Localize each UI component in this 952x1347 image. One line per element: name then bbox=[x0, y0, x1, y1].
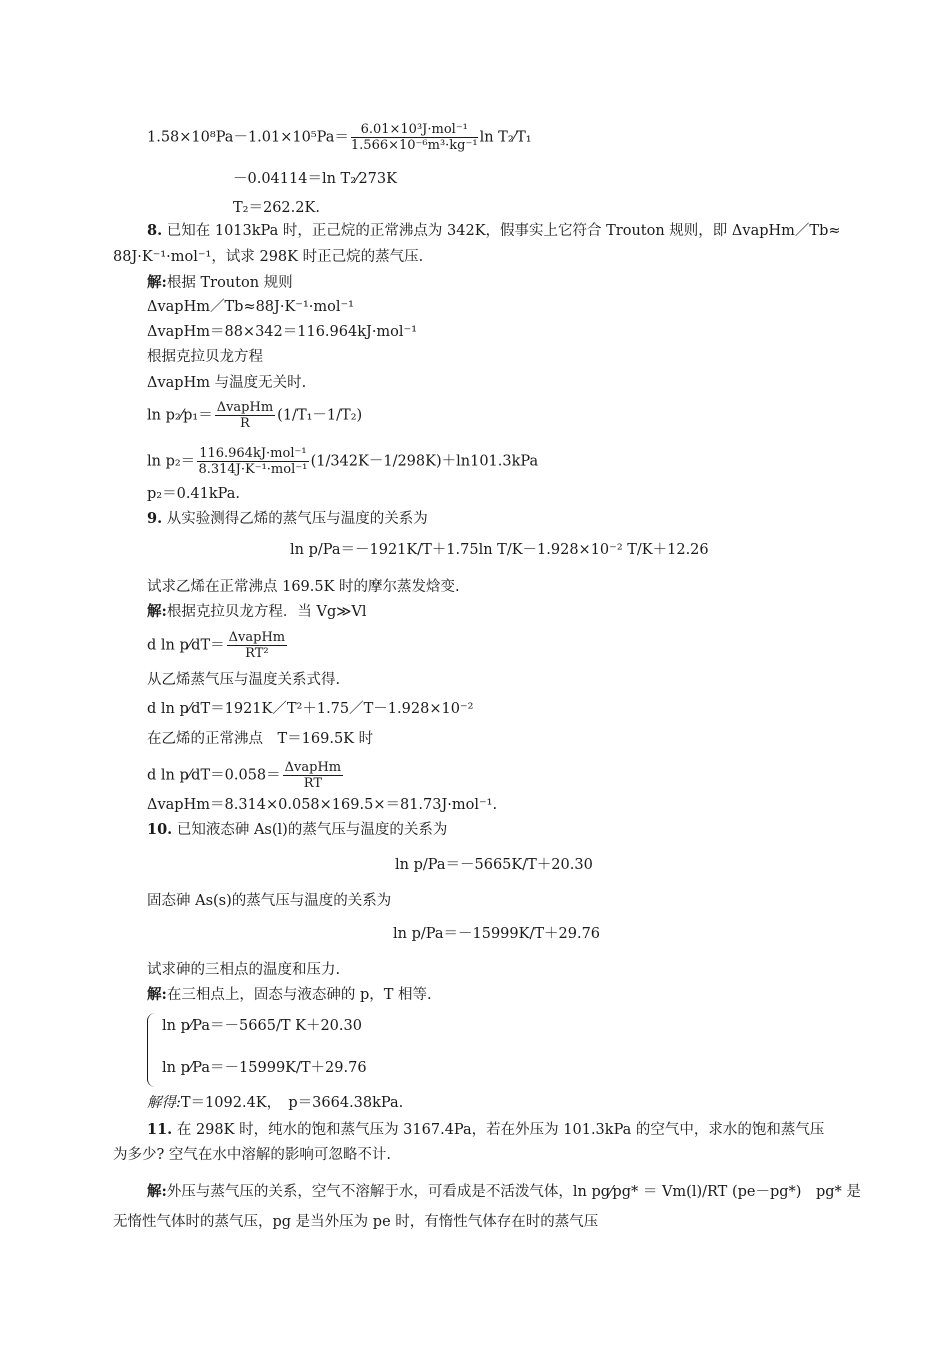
eq-left: d ln p⁄dT＝0.058＝ bbox=[147, 767, 281, 784]
question-8-cont: 88J·K⁻¹·mol⁻¹，试求 298K 时正己烷的蒸气压. bbox=[113, 249, 424, 265]
solution-10-line-2: ln p⁄Pa＝－5665/T K＋20.30 bbox=[162, 1018, 362, 1034]
eq-denominator: R bbox=[240, 416, 250, 431]
eq-right: (1/342K－1/298K)＋ln101.3kPa bbox=[310, 453, 539, 470]
solution-9-line-1 bbox=[147, 602, 367, 622]
solution-8-line-8: p₂＝0.41kPa. bbox=[147, 486, 241, 502]
eq1-right: ln T₂⁄T₁ bbox=[479, 129, 532, 146]
question-10-cont-2: 试求砷的三相点的温度和压力. bbox=[147, 962, 341, 978]
solution-8-line-4: 根据克拉贝龙方程 bbox=[147, 349, 263, 365]
question-text: 从实验测得乙烯的蒸气压与温度的关系为 bbox=[166, 511, 428, 527]
question-text: 在 298K 时，纯水的饱和蒸气压为 3167.4Pa，若在外压为 101.3kPa 的空气中，求水的饱和蒸气压 bbox=[176, 1122, 825, 1138]
question-text: 已知液态砷 As(l)的蒸气压与温度的关系为 bbox=[176, 822, 448, 838]
solution-9-line-2 bbox=[147, 630, 289, 661]
eq-right: (1/T₁－1/T₂) bbox=[277, 407, 363, 424]
solution-label: 解: bbox=[147, 603, 167, 620]
solution-9-line-3: 从乙烯蒸气压与温度关系式得. bbox=[147, 672, 341, 688]
solution-9-line-6 bbox=[147, 760, 345, 791]
eq-denominator: 8.314J·K⁻¹·mol⁻¹ bbox=[198, 462, 308, 477]
solution-9-line-7: ΔvapHm＝8.314×0.058×169.5×＝81.73J·mol⁻¹. bbox=[147, 797, 498, 813]
question-number: 9. bbox=[147, 510, 163, 527]
question-text: 已知在 1013kPa 时，正己烷的正常沸点为 342K，假事实上它符合 Trouton 规则，即 ΔvapHm／Tb≈ bbox=[166, 223, 841, 239]
question-10-equation-1: ln p/Pa＝－5665K/T＋20.30 bbox=[395, 857, 593, 873]
solution-label: 解: bbox=[147, 986, 167, 1003]
solution-text: 在三相点上，固态与液态砷的 p，T 相等. bbox=[166, 987, 432, 1003]
question-11-cont: 为多少? 空气在水中溶解的影响可忽略不计. bbox=[113, 1147, 391, 1163]
solution-text: T＝1092.4K， p＝3664.38kPa. bbox=[180, 1095, 404, 1111]
solution-8-line-6 bbox=[147, 400, 362, 431]
solution-10-line-3: ln p⁄Pa＝－15999K/T＋29.76 bbox=[162, 1060, 367, 1076]
solution-9-line-5: 在乙烯的正常沸点 T＝169.5K 时 bbox=[147, 731, 374, 747]
eq1-denominator: 1.566×10⁻⁶m³·kg⁻¹ bbox=[350, 138, 478, 153]
solution-8-line-1 bbox=[147, 273, 293, 293]
question-10-equation-2: ln p/Pa＝－15999K/T＋29.76 bbox=[393, 926, 601, 942]
solution-10-line-4 bbox=[147, 1093, 403, 1113]
system-brace bbox=[147, 1013, 158, 1087]
question-10-cont-1: 固态砷 As(s)的蒸气压与温度的关系为 bbox=[147, 893, 392, 909]
eq-left: ln p₂＝ bbox=[147, 453, 196, 470]
solution-label: 解: bbox=[147, 1183, 167, 1200]
solution-text: 根据克拉贝龙方程．当 Vg≫Vl bbox=[166, 604, 367, 620]
question-number: 8. bbox=[147, 222, 163, 239]
question-8 bbox=[147, 221, 841, 241]
eq1-left: 1.58×10⁸Pa－1.01×10⁵Pa＝ bbox=[147, 129, 349, 146]
eq-numerator: 116.964kJ·mol⁻¹ bbox=[199, 446, 307, 461]
eq1-fraction bbox=[351, 122, 478, 153]
eq-numerator: ΔvapHm bbox=[216, 400, 274, 415]
eq-left: ln p₂⁄p₁＝ bbox=[147, 407, 213, 424]
eq-denominator: RT² bbox=[245, 646, 269, 661]
question-10 bbox=[147, 820, 447, 840]
question-number: 10. bbox=[147, 821, 173, 838]
solution-text: 根据 Trouton 规则 bbox=[166, 275, 293, 291]
solution-11-line-1 bbox=[147, 1182, 861, 1202]
question-9 bbox=[147, 509, 428, 529]
solution-10-line-1 bbox=[147, 985, 432, 1005]
eq-fraction bbox=[227, 630, 287, 661]
eq-numerator: ΔvapHm bbox=[284, 760, 342, 775]
eq-fraction bbox=[283, 760, 343, 791]
eq-numerator: ΔvapHm bbox=[228, 630, 286, 645]
solution-label: 解: bbox=[147, 274, 167, 291]
eq-left: d ln p⁄dT＝ bbox=[147, 637, 225, 654]
solution-text: 外压与蒸气压的关系，空气不溶解于水，可看成是不活泼气体，ln pg⁄pg* ＝ Vm(l)/RT (pe－pg*) pg* 是 bbox=[166, 1184, 861, 1200]
eq-denominator: RT bbox=[303, 776, 322, 791]
equation-line-3: T₂＝262.2K. bbox=[233, 200, 320, 216]
solution-8-line-5: ΔvapHm 与温度无关时. bbox=[147, 375, 307, 391]
solution-11-line-2: 无惰性气体时的蒸气压，pg 是当外压为 pe 时，有惰性气体存在时的蒸气压 bbox=[113, 1214, 599, 1230]
solution-label: 解得: bbox=[147, 1095, 181, 1111]
equation-line-2: －0.04114＝ln T₂⁄273K bbox=[233, 171, 397, 187]
solution-8-line-2: ΔvapHm／Tb≈88J·K⁻¹·mol⁻¹ bbox=[147, 299, 354, 315]
solution-9-line-4: d ln p⁄dT＝1921K／T²＋1.75／T－1.928×10⁻² bbox=[147, 701, 474, 717]
question-9-equation: ln p/Pa＝－1921K/T＋1.75ln T/K－1.928×10⁻² T/K＋12.26 bbox=[290, 542, 709, 558]
solution-8-line-7 bbox=[147, 446, 538, 477]
question-11 bbox=[147, 1120, 824, 1140]
solution-8-line-3: ΔvapHm＝88×342＝116.964kJ·mol⁻¹ bbox=[147, 324, 418, 340]
question-number: 11. bbox=[147, 1121, 173, 1138]
question-9-cont: 试求乙烯在正常沸点 169.5K 时的摩尔蒸发焓变. bbox=[147, 579, 460, 595]
eq1-numerator: 6.01×10³J·mol⁻¹ bbox=[351, 122, 478, 138]
equation-line-1 bbox=[147, 122, 532, 153]
eq-fraction bbox=[215, 400, 275, 431]
eq-fraction bbox=[197, 446, 308, 477]
